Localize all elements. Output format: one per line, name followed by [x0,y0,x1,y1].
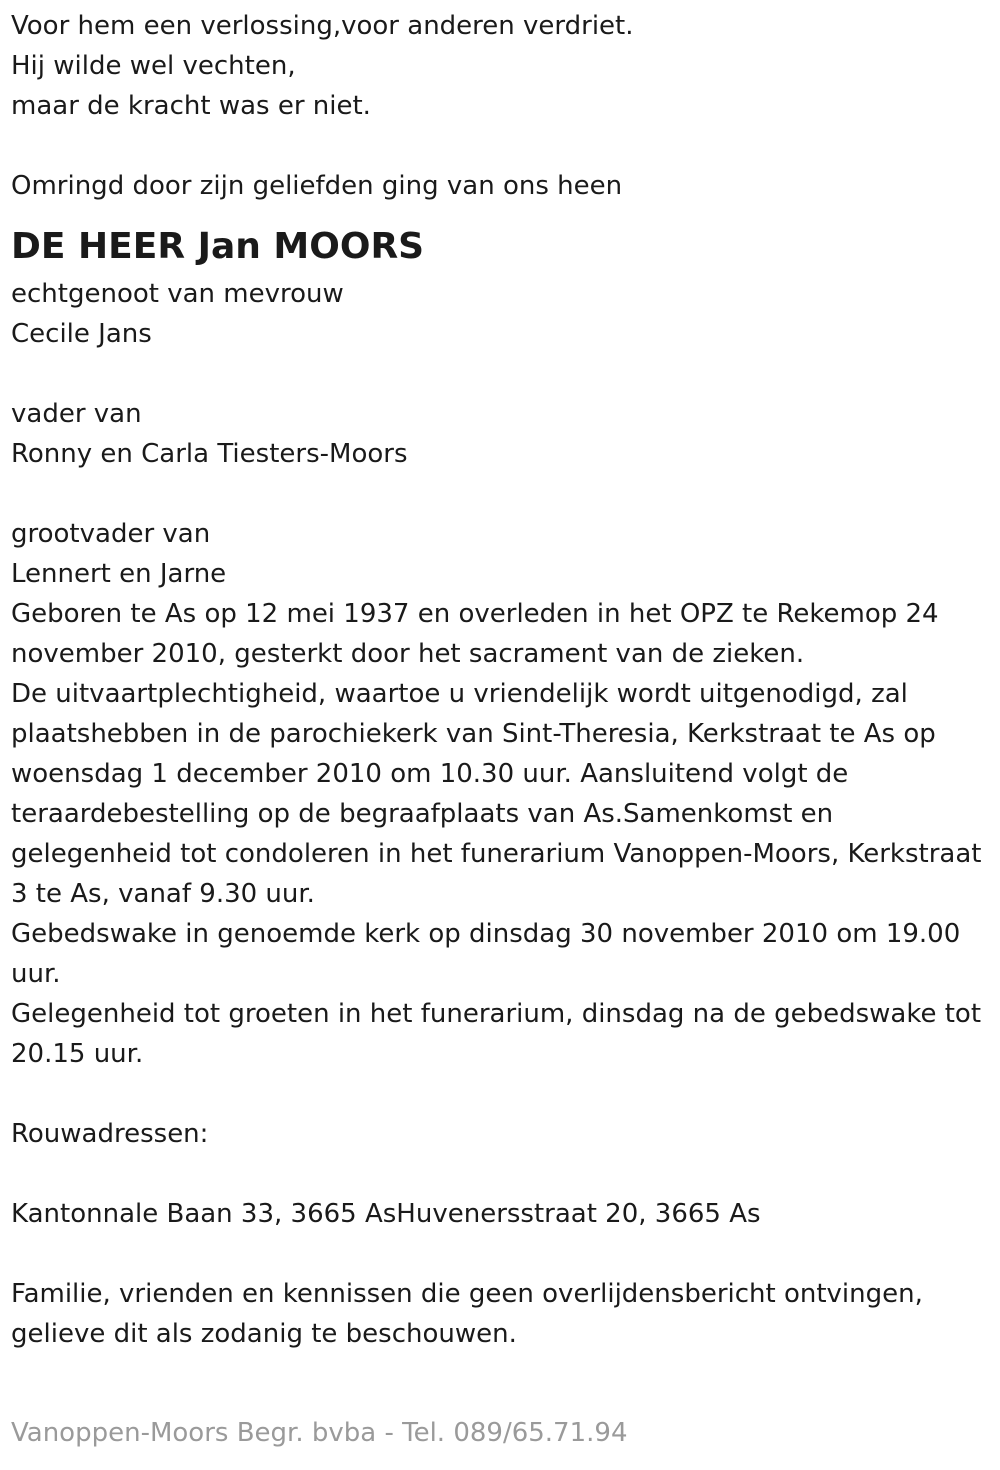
spacer [11,474,991,514]
spacer [11,1234,991,1274]
spouse-label: echtgenoot van mevrouw [11,279,344,309]
deceased-name: DE HEER Jan MOORS [11,226,425,267]
closing-line-1: Familie, vrienden en kennissen die geen overlijdensbericht ontvingen, [11,1279,923,1309]
father-label: vader van [11,399,142,429]
closing-line-2: gelieve dit als zodanig te beschouwen. [11,1319,517,1349]
spacer [11,1154,991,1194]
birth-death-details: Geboren te As op 12 mei 1937 en overleden in het OPZ te Rekemop 24 november 2010, gesterkt door het sacrament van de zieken. [11,599,939,669]
funeral-home-footer: Vanoppen-Moors Begr. bvba - Tel. 089/65.71.94 [11,1418,628,1448]
addresses-label: Rouwadressen: [11,1119,209,1149]
obituary-content [11,6,991,1354]
spacer [11,1074,991,1114]
vigil-details: Gebedswake in genoemde kerk op dinsdag 30 november 2010 om 19.00 uur. [11,919,961,989]
verse-line-2: Hij wilde wel vechten, [11,51,296,81]
verse-line-1: Voor hem een verlossing,voor anderen verdriet. [11,11,634,41]
grandfather-label: grootvader van [11,519,211,549]
children-names: Ronny en Carla Tiesters-Moors [11,439,408,469]
grandchildren-names: Lennert en Jarne [11,559,227,589]
spacer [11,354,991,394]
intro-text: Omringd door zijn geliefden ging van ons heen [11,171,623,201]
funeral-details: De uitvaartplechtigheid, waartoe u vriendelijk wordt uitgenodigd, zal plaatshebben in de parochiekerk van Sint-Theresia, Kerkstraat te As op woensdag 1 december 2010 om 10.30 uur. Aansluitend volgt de teraardebestelling op de begraafplaats van As.Samenkomst en gelegenheid tot condoleren in het funerarium Vanoppen-Moors, Kerkstraat 3 te As, vanaf 9.30 uur. [11,679,982,909]
spacer [11,126,991,166]
visitation-details: Gelegenheid tot groeten in het funerarium, dinsdag na de gebedswake tot 20.15 uur. [11,999,982,1069]
addresses-value: Kantonnale Baan 33, 3665 AsHuvenersstraat 20, 3665 As [11,1199,761,1229]
verse-line-3: maar de kracht was er niet. [11,91,371,121]
spouse-name: Cecile Jans [11,319,152,349]
